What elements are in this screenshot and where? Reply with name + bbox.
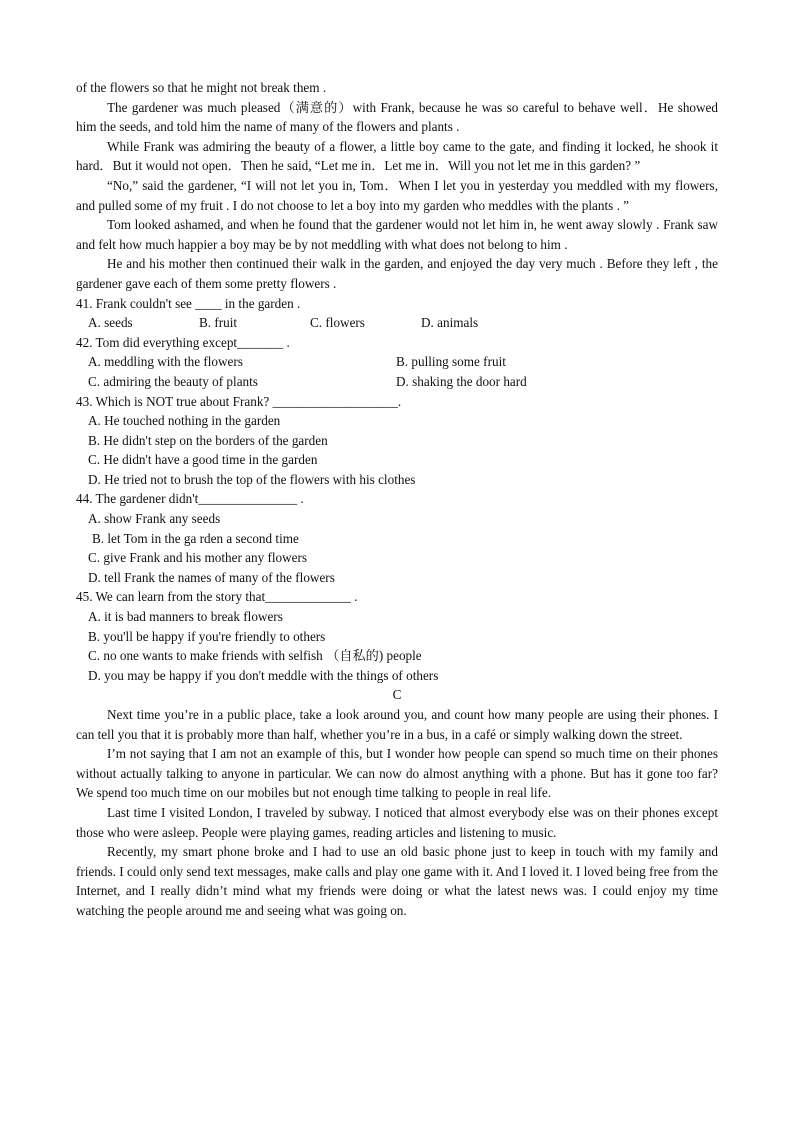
options-row (76, 352, 718, 372)
document-page (76, 78, 718, 921)
options-row (76, 313, 718, 333)
passage-b-paragraph-3: “No,” said the gardener, “I will not let you in, Tom．When I let you in yesterday you meddled with my flowers, and pulled some of my fruit . I do not choose to let a boy into my garden who meddles with the plants . ” (76, 177, 718, 213)
passage-b-paragraph-4: Tom looked ashamed, and when he found that the gardener would not let him in, he went away slowly . Frank saw and felt how much happier a boy may be by not meddling with what does not belong to him . (76, 217, 718, 252)
question-43 (76, 392, 718, 490)
question-42 (76, 333, 718, 392)
question-stem: 45. We can learn from the story that_____________ . (76, 589, 358, 605)
question-45 (76, 587, 718, 685)
option-c: C. flowers (310, 315, 365, 331)
option-a: A. He touched nothing in the garden (88, 413, 281, 429)
question-stem: 44. The gardener didn't_______________ . (76, 491, 304, 507)
option-d: D. animals (421, 315, 479, 331)
option-b: B. He didn't step on the borders of the garden (88, 432, 328, 448)
option-b: B. fruit (199, 315, 238, 331)
option-c: C. give Frank and his mother any flowers (88, 550, 308, 566)
section-label-c: C (392, 687, 402, 703)
question-stem: 42. Tom did everything except_______ . (76, 334, 290, 350)
option-d: D. shaking the door hard (396, 373, 527, 389)
option-b: B. you'll be happy if you're friendly to others (88, 628, 326, 644)
question-stem: 41. Frank couldn't see ____ in the garden . (76, 295, 301, 311)
option-c: C. admiring the beauty of plants (88, 373, 258, 389)
option-a: A. show Frank any seeds (88, 511, 221, 527)
option-c: C. no one wants to make friends with selfish （自私的) people (88, 648, 422, 664)
option-d: D. tell Frank the names of many of the flowers (88, 569, 335, 585)
option-d: D. you may be happy if you don't meddle with the things of others (88, 667, 439, 683)
passage-b-paragraph-1: The gardener was much pleased（满意的）with Frank, because he was so careful to behave well．He showed him the seeds, and told him the name of many of the flowers and plants . (76, 99, 718, 135)
passage-b-paragraph-2: While Frank was admiring the beauty of a flower, a little boy came to the gate, and finding it locked, he shook it hard．But it would not open．Then he said, “Let me in．Let me in．Will you not let me in this garden? ” (76, 138, 718, 174)
option-a: A. seeds (88, 315, 133, 331)
passage-c-paragraph-3: Last time I visited London, I traveled by subway. I noticed that almost everybody else was on their phones except those who were asleep. People were playing games, reading articles and listening to music. (76, 804, 718, 840)
passage-b-paragraph-5: He and his mother then continued their walk in the garden, and enjoyed the day very much . Before they left , the gardener gave each of them some pretty flowers . (76, 256, 718, 291)
option-a: A. meddling with the flowers (88, 354, 243, 370)
option-b: B. pulling some fruit (396, 354, 506, 370)
option-c: C. He didn't have a good time in the garden (88, 452, 318, 468)
passage-c-paragraph-4: Recently, my smart phone broke and I had to use an old basic phone just to keep in touch with my family and friends. I could only send text messages, make calls and play one game with it. And I loved it. I loved being free from the Internet, and I really didn’t mind what my friends were doing or what the latest news was. I could enjoy my time watching the people around me and seeing what was going on. (76, 844, 718, 918)
passage-c-paragraph-2: I’m not saying that I am not an example of this, but I wonder how people can spend so much time on their phones without actually talking to anyone in particular. We can now do almost anything with a phone. But has it gone too far? We spend too much time on our mobiles but not enough time talking to people in real life. (76, 746, 718, 801)
passage-b-paragraph-0: of the flowers so that he might not break them . (76, 80, 327, 95)
question-41 (76, 294, 718, 333)
option-d: D. He tried not to brush the top of the flowers with his clothes (88, 471, 416, 487)
question-44 (76, 489, 718, 587)
question-stem: 43. Which is NOT true about Frank? ___________________. (76, 393, 402, 409)
option-a: A. it is bad manners to break flowers (88, 609, 283, 625)
passage-c-paragraph-1: Next time you’re in a public place, take a look around you, and count how many people are using their phones. I can tell you that it is probably more than half, whether you’re in a bus, in a café or simply walking down the street. (76, 707, 718, 742)
option-b: B. let Tom in the ga rden a second time (92, 530, 299, 546)
options-row (76, 372, 718, 392)
